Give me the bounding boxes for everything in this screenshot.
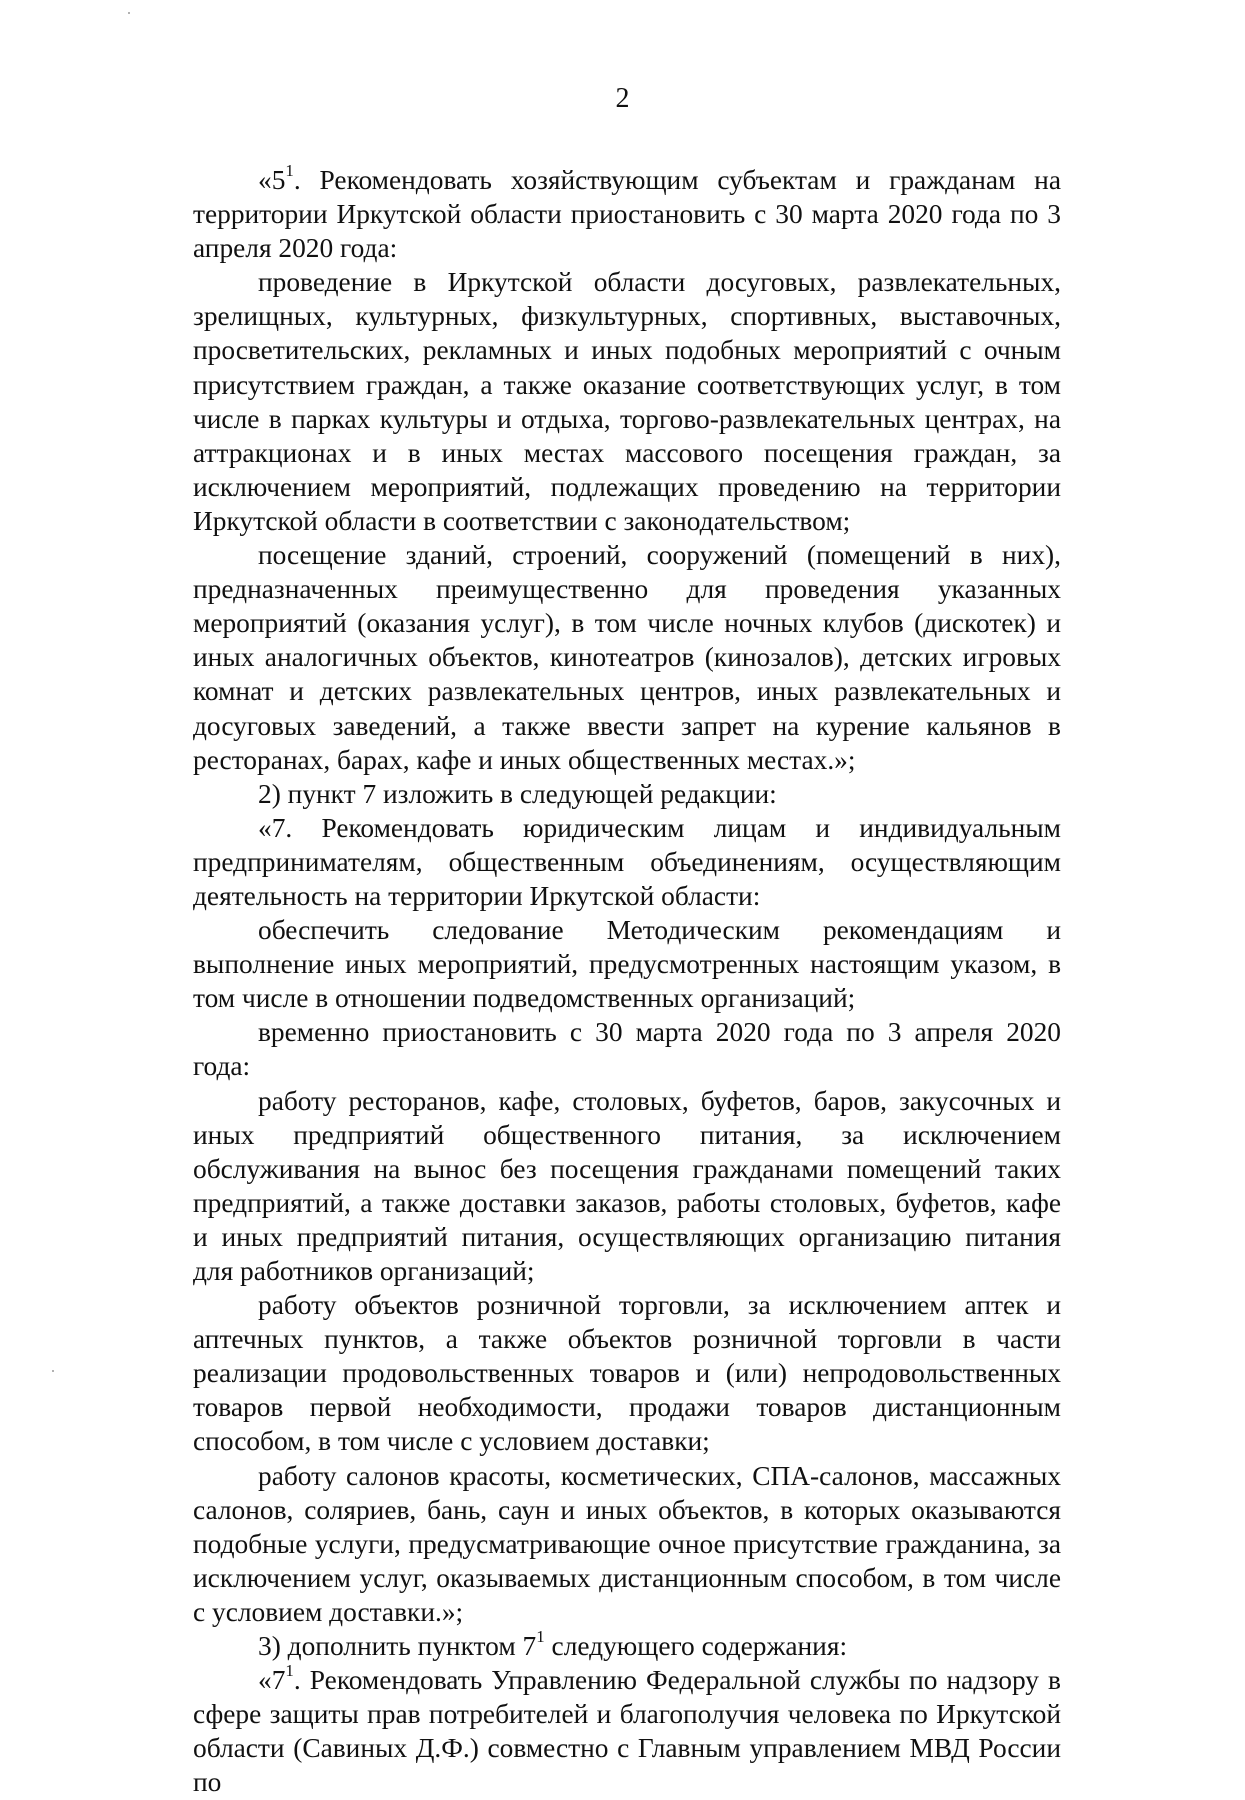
paragraph-retail: работу объектов розничной торговли, за исключением аптек и аптечных пунктов, а также объектов розничной торговли в части реализации продовольственных товаров и (или) непродовольственных товаров первой необходимости, продажи товаров дистанционным способом, в том числе с условием доставки; [193,1290,1061,1457]
paragraph-item-7-amendment: 2) пункт 7 изложить в следующей редакции: [258,778,777,809]
paragraph-item-7-1-addition: 3) дополнить пунктом $7^1$ следующего содержания: [258,1627,848,1662]
paragraph-temporary-suspension: временно приостановить с 30 марта 2020 года по 3 апреля 2020 года: [193,1017,1061,1082]
paragraph-venues-visits: посещение зданий, строений, сооружений (помещений в них), предназначенных преимущественно для проведения указанных мероприятий (оказания услуг), в том числе ночных клубов (дискотек) и иных аналогичных объектов, кинотеатров (кинозалов), детских игровых комнат и детских развлекательных центров, иных развлекательных и досуговых заведений, а также ввести запрет на курение кальянов в ресторанах, барах, кафе и иных общественных местах.»; [193,540,1061,775]
paragraph-7-1: «$7^1$. Рекомендовать Управлению Федеральной службы по надзору в сфере защиты прав потребителей и благополучия человека по Иркутской области (Савиных Д.Ф.) совместно с Главным управлением МВД России по [193,1661,1061,1798]
paragraph-events-suspension: проведение в Иркутской области досуговых, развлекательных, зрелищных, культурных, физкультурных, спортивных, выставочных, просветительских, рекламных и иных подобных мероприятий с очным присутствием граждан, а также оказание соответствующих услуг, в том числе в парках культуры и отдыха, торгово-развлекательных центрах, на аттракционах и в иных местах массового посещения граждан, за исключением мероприятий, подлежащих проведению на территории Иркутской области в соответствии с законодательством; [193,267,1061,536]
document-body [193,163,1061,1800]
scan-speck [128,12,130,14]
scan-speck [52,1370,54,1372]
page-number: 2 [615,83,630,114]
paragraph-7: «7. Рекомендовать юридическим лицам и индивидуальным предпринимателям, общественным объединениям, осуществляющим деятельность на территории Иркутской области: [193,812,1061,911]
paragraph-methodical-recommendations: обеспечить следование Методическим рекомендациям и выполнение иных мероприятий, предусмотренных настоящим указом, в том числе в отношении подведомственных организаций; [193,915,1061,1014]
paragraph-catering: работу ресторанов, кафе, столовых, буфетов, баров, закусочных и иных предприятий общественного питания, за исключением обслуживания на вынос без посещения гражданами помещений таких предприятий, а также доставки заказов, работы столовых, буфетов, кафе и иных предприятий питания, осуществляющих организацию питания для работников организаций; [193,1085,1061,1286]
paragraph-beauty-salons: работу салонов красоты, косметических, СПА-салонов, массажных салонов, соляриев, бань, саун и иных объектов, в которых оказываются подобные услуги, предусматривающие очное присутствие гражданина, за исключением услуг, оказываемых дистанционным способом, в том числе с условием доставки.»; [193,1460,1061,1627]
paragraph-5-1: «$5^1$. Рекомендовать хозяйствующим субъектам и гражданам на территории Иркутской области приостановить с 30 марта 2020 года по 3 апреля 2020 года: [193,161,1061,264]
